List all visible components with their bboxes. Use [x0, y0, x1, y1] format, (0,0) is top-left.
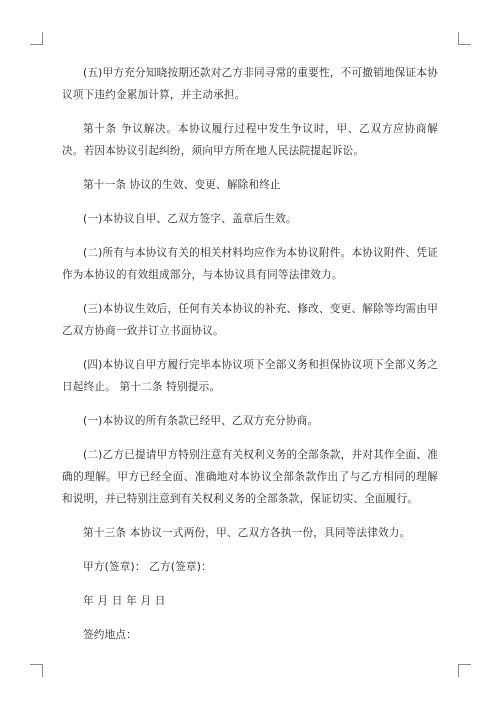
paragraph-article-13: 第十三条 本协议一式两份，甲、乙双方各执一份，具同等法律效力。 — [83, 527, 411, 539]
crop-mark-top-left — [30, 32, 43, 45]
paragraph-article-12-item-2: (二)乙方已提请甲方特别注意有关权利义务的全部条款，并对其作全面、准确的理解。甲方已经全面、准确地对本协议全部条款作出了与乙方相同的理解和说明，并已特别注意到有关权利义务的全部条款，保证切实、全面履行。 — [62, 449, 438, 505]
paragraph-article-11-item-4: (四)本协议自甲方履行完毕本协议项下全部义务和担保协议项下全部义务之日起终止。 第十二条 特别提示。 — [62, 359, 438, 393]
crop-mark-bottom-left — [30, 664, 43, 677]
paragraph-article-11-item-3: (三)本协议生效后，任何有关本协议的补充、修改、变更、解除等均需由甲乙双方协商一致并订立书面协议。 — [62, 303, 438, 337]
crop-mark-top-right — [458, 32, 471, 45]
paragraph-article-12-item-1: (一)本协议的所有条款已经甲、乙双方充分协商。 — [83, 415, 319, 427]
paragraph-article-11-item-2: (二)所有与本协议有关的相关材料均应作为本协议附件。本协议附件、凭证作为本协议的有效组成部分，与本协议具有同等法律效力。 — [62, 247, 438, 281]
signing-location: 签约地点： — [83, 629, 137, 641]
paragraph-article-10: 第十条 争议解决。本协议履行过程中发生争议时，甲、乙双方应协商解决。若因本协议引起纠纷，须向甲方所在地人民法院提起诉讼。 — [62, 123, 438, 157]
paragraph-clause-5: (五)甲方充分知晓按期还款对乙方非同寻常的重要性，不可撤销地保证本协议项下违约金累加计算，并主动承担。 — [62, 67, 438, 101]
date-line: 年 月 日 年 月 日 — [83, 595, 166, 607]
crop-mark-bottom-right — [458, 664, 471, 677]
paragraph-article-11-heading: 第十一条 协议的生效、变更、解除和终止 — [83, 179, 281, 191]
paragraph-article-11-item-1: (一)本协议自甲、乙双方签字、盖章后生效。 — [83, 213, 297, 225]
signature-line: 甲方(签章)： 乙方(签章)： — [83, 561, 212, 573]
document-body — [62, 62, 438, 658]
